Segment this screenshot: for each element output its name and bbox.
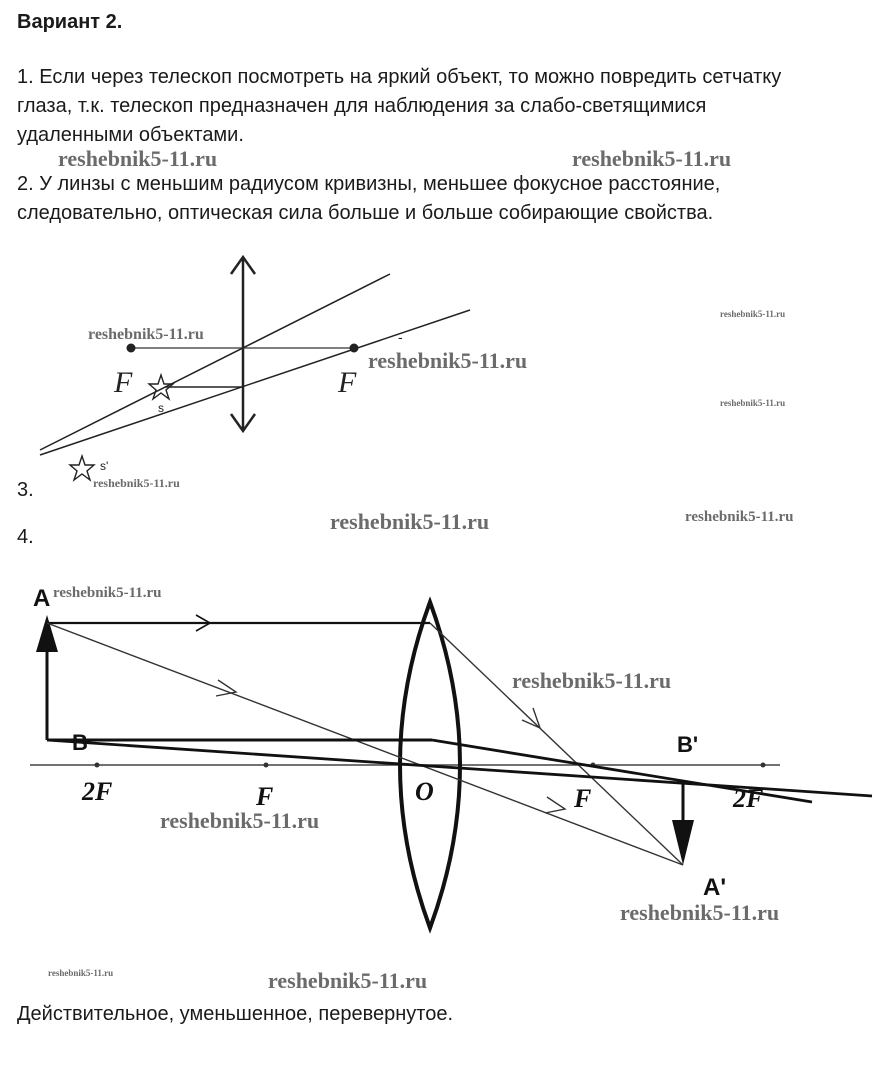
label-source: s xyxy=(158,401,164,415)
label-a-prime: A' xyxy=(703,874,727,901)
watermark: reshebnik5-11.ru xyxy=(720,398,786,408)
ray-refracted-a xyxy=(430,623,683,865)
tick-mark: - xyxy=(398,329,403,345)
watermark: reshebnik5-11.ru xyxy=(53,585,162,601)
watermark: reshebnik5-11.ru xyxy=(268,968,428,993)
label-image: s' xyxy=(100,459,109,473)
answer-1-line: удаленными объектами. xyxy=(17,124,244,146)
answer-1-line: 1. Если через телескоп посмотреть на яркий объект, то можно повредить сетчатку xyxy=(17,66,782,88)
label-a: A xyxy=(33,585,51,612)
watermark: reshebnik5-11.ru xyxy=(48,968,114,978)
label-f-left: F xyxy=(256,782,274,811)
watermark: reshebnik5-11.ru xyxy=(512,668,672,693)
point-f-left xyxy=(264,763,269,768)
conclusion-text: Действительное, уменьшенное, перевернутое. xyxy=(17,1003,454,1025)
watermark: reshebnik5-11.ru xyxy=(88,326,204,343)
point-2f-left xyxy=(95,763,100,768)
label-focus-left: F xyxy=(114,366,133,399)
point-2f-right xyxy=(761,763,766,768)
label-b: B xyxy=(72,730,88,755)
object-arrow-head xyxy=(36,615,58,652)
label-focus-right: F xyxy=(338,366,357,399)
watermark: reshebnik5-11.ru xyxy=(720,309,786,319)
watermark: reshebnik5-11.ru xyxy=(93,476,180,490)
watermark: reshebnik5-11.ru xyxy=(620,900,780,925)
watermark: reshebnik5-11.ru xyxy=(58,146,218,171)
label-o: O xyxy=(415,777,434,806)
ray-direction-icon xyxy=(545,797,565,813)
watermark: reshebnik5-11.ru xyxy=(368,348,528,373)
watermark: reshebnik5-11.ru xyxy=(572,146,732,171)
answer-4-number: 4. xyxy=(17,526,34,548)
answer-2-line: 2. У линзы с меньшим радиусом кривизны, меньшее фокусное расстояние, xyxy=(17,173,721,195)
answer-1-line: глаза, т.к. телескоп предназначен для наблюдения за слабо-светящимися xyxy=(17,95,707,117)
ray-through-center-a xyxy=(47,623,683,865)
label-2f-left: 2F xyxy=(82,777,113,806)
answer-2-line: следовательно, оптическая сила больше и больше собирающие свойства. xyxy=(17,202,714,224)
watermark: reshebnik5-11.ru xyxy=(330,509,490,534)
label-f-right: F xyxy=(574,784,592,813)
answer-3-number: 3. xyxy=(17,479,34,501)
watermark: reshebnik5-11.ru xyxy=(685,509,794,525)
page-title: Вариант 2. xyxy=(17,11,123,33)
watermark: reshebnik5-11.ru xyxy=(160,808,320,833)
label-2f-right: 2F xyxy=(733,784,764,813)
label-b-prime: B' xyxy=(677,732,699,757)
